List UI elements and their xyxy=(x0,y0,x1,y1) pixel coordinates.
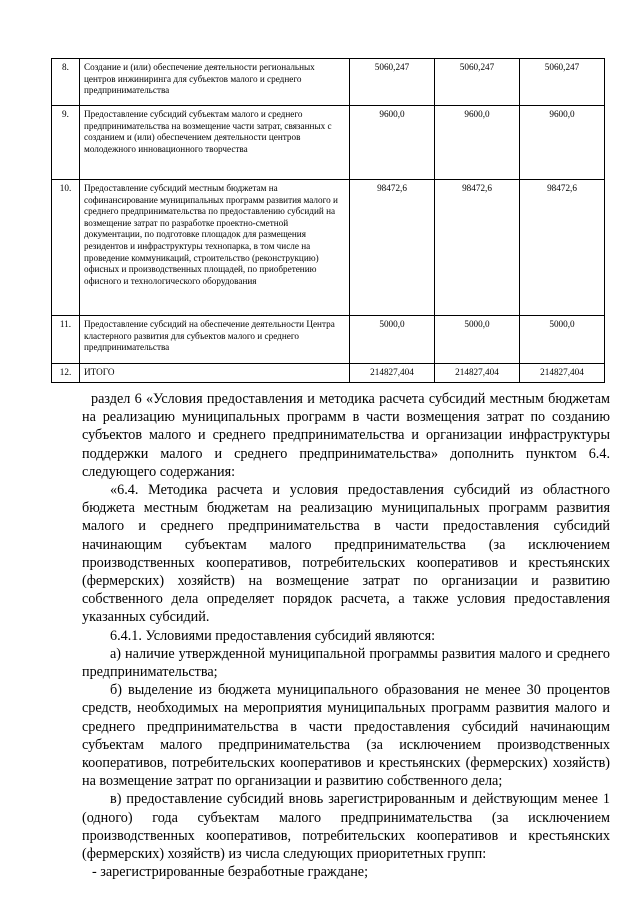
table-row xyxy=(52,106,605,180)
table-row-total xyxy=(52,364,605,383)
row-number: 11. xyxy=(52,316,80,364)
row-value-3: 98472,6 xyxy=(520,180,605,316)
row-value-2: 5060,247 xyxy=(435,59,520,106)
row-value-1: 5060,247 xyxy=(350,59,435,106)
row-number: 9. xyxy=(52,106,80,180)
row-value-2: 214827,404 xyxy=(435,364,520,383)
row-value-3: 5060,247 xyxy=(520,59,605,106)
table-row xyxy=(52,316,605,364)
paragraph-6-4-1: 6.4.1. Условиями предоставления субсидий являются: xyxy=(110,627,436,644)
paragraph-condition-c: в) предоставление субсидий вновь зарегистрированным и действующим менее 1 (одного) года субъектам малого предпринимательства (за исключением производственных кооперативов, потребительских кооперативов и крестьянских (фермерских) хозяйств) из числа следующих приоритетных групп: xyxy=(82,791,610,863)
row-value-3: 9600,0 xyxy=(520,106,605,180)
row-description: Предоставление субсидий на обеспечение деятельности Центра кластерного развития для субъектов малого и среднего предпринимательства xyxy=(80,316,350,364)
row-value-2: 9600,0 xyxy=(435,106,520,180)
document-body xyxy=(82,390,610,881)
row-description: ИТОГО xyxy=(80,364,350,383)
row-description: Предоставление субсидий субъектам малого и среднего предпринимательства на возмещение части затрат, связанных с созданием и (или) обеспечением деятельности центров молодежного инновационного творчества xyxy=(80,106,350,180)
row-value-1: 214827,404 xyxy=(350,364,435,383)
row-number: 10. xyxy=(52,180,80,316)
row-value-2: 5000,0 xyxy=(435,316,520,364)
row-value-1: 5000,0 xyxy=(350,316,435,364)
row-value-2: 98472,6 xyxy=(435,180,520,316)
row-value-1: 98472,6 xyxy=(350,180,435,316)
paragraph-6-4: «6.4. Методика расчета и условия предоставления субсидий из областного бюджета местным бюджетам на реализацию муниципальных программ развития малого и среднего предпринимательства в части предоставления субсидий начинающим субъектам малого предпринимательства (за исключением производственных кооперативов, потребительских кооперативов и крестьянских (фермерских) хозяйств) на возмещение затрат по организации и развитию собственного дела определяет порядок расчета, а также условия предоставления указанных субсидий. xyxy=(82,482,610,626)
table-row xyxy=(52,59,605,106)
paragraph-condition-b: б) выделение из бюджета муниципального образования не менее 30 процентов средств, необходимых на мероприятия муниципальных программ развития малого и среднего предпринимательства в части предоставления субсидий начинающим субъектам малого предпринимательства (за исключением производственных кооперативов, потребительских кооперативов и крестьянских (фермерских) хозяйств) на возмещение затрат по организации и развитию собственного дела; xyxy=(82,682,610,790)
row-value-3: 214827,404 xyxy=(520,364,605,383)
row-value-3: 5000,0 xyxy=(520,316,605,364)
table-row xyxy=(52,180,605,316)
row-value-1: 9600,0 xyxy=(350,106,435,180)
row-description: Предоставление субсидий местным бюджетам на софинансирование муниципальных программ развития малого и среднего предпринимательства по предоставлению субсидий на возмещение затрат по разработке проектно-сметной документации, по подготовке площадок для размещения резидентов и инфраструктуры технопарка, в том числе на проведение коммуникаций, строительство (реконструкцию) офисных и производственных площадей, по приобретению офисного и технологического оборудования xyxy=(80,180,350,316)
budget-table xyxy=(51,58,605,383)
paragraph-condition-a: а) наличие утвержденной муниципальной программы развития малого и среднего предпринимательства; xyxy=(82,645,610,681)
paragraph-section-6: раздел 6 «Условия предоставления и методика расчета субсидий местным бюджетам на реализацию муниципальных программ в части возмещения затрат по созданию субъектов малого и среднего предпринимательства и организации инфраструктуры поддержки малого и среднего предпринимательства» дополнить пунктом 6.4. следующего содержания: xyxy=(82,391,610,480)
row-description: Создание и (или) обеспечение деятельности региональных центров инжиниринга для субъектов малого и среднего предпринимательства xyxy=(80,59,350,106)
row-number: 8. xyxy=(52,59,80,106)
row-number: 12. xyxy=(52,364,80,383)
list-item-unemployed: - зарегистрированные безработные граждане; xyxy=(92,864,369,881)
